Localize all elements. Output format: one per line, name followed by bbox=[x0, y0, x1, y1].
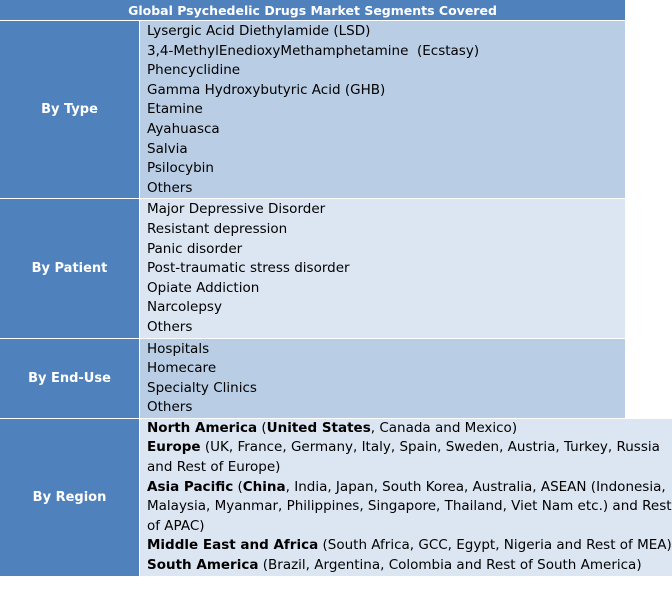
segment-item: Gamma Hydroxybutyric Acid (GHB) bbox=[147, 81, 386, 98]
segment-item: Psilocybin bbox=[147, 160, 214, 177]
segment-item: Lysergic Acid Diethylamide (LSD) bbox=[147, 23, 371, 39]
segment-item: Resistant depression bbox=[147, 220, 288, 237]
segment-item: Phencyclidine bbox=[147, 62, 241, 79]
segment-item: Opiate Addiction bbox=[147, 279, 260, 296]
segment-row-patient bbox=[0, 199, 625, 338]
region-line: Asia Pacific (China, India, Japan, South Korea, Australia, ASEAN (Indonesia, bbox=[147, 478, 666, 495]
region-line: North America (United States, Canada and Mexico) bbox=[147, 419, 518, 436]
region-line: Middle East and Africa (South Africa, GCC, Egypt, Nigeria and Rest of MEA) bbox=[147, 537, 672, 554]
segment-item: Etamine bbox=[147, 101, 203, 118]
segment-item: 3,4-MethylEnedioxyMethamphetamine (Ecstasy) bbox=[147, 42, 480, 59]
segment-row-region bbox=[0, 419, 672, 577]
segment-item: Homecare bbox=[147, 360, 217, 377]
segment-item: Major Depressive Disorder bbox=[147, 201, 326, 218]
segment-category: By End-Use bbox=[0, 339, 140, 418]
table-title: Global Psychedelic Drugs Market Segments Covered bbox=[0, 0, 625, 21]
segment-items bbox=[140, 339, 625, 418]
segment-category: By Patient bbox=[0, 199, 140, 337]
segment-item: Others bbox=[147, 399, 193, 416]
region-line: of APAC) bbox=[147, 517, 205, 534]
region-line: and Rest of Europe) bbox=[147, 459, 281, 476]
segment-item: Post-traumatic stress disorder bbox=[147, 260, 350, 277]
region-line: South America (Brazil, Argentina, Colombia and Rest of South America) bbox=[147, 557, 642, 574]
segment-item: Panic disorder bbox=[147, 240, 243, 257]
segment-items bbox=[140, 419, 672, 576]
segment-items bbox=[140, 199, 625, 337]
segment-category: By Type bbox=[0, 21, 140, 198]
segment-item: Specialty Clinics bbox=[147, 379, 257, 396]
region-line: Malaysia, Myanmar, Philippines, Singapore, Thailand, Viet Nam etc.) and Rest bbox=[147, 498, 672, 515]
segment-item: Others bbox=[147, 179, 193, 196]
segment-item: Hospitals bbox=[147, 340, 210, 357]
segment-row-end-use bbox=[0, 339, 625, 419]
segment-items bbox=[140, 21, 625, 198]
segment-row-type bbox=[0, 21, 625, 199]
segment-item: Others bbox=[147, 318, 193, 335]
segment-item: Salvia bbox=[147, 140, 188, 157]
region-line: Europe (UK, France, Germany, Italy, Spain, Sweden, Austria, Turkey, Russia bbox=[147, 439, 660, 456]
segment-item: Narcolepsy bbox=[147, 299, 222, 316]
segment-category: By Region bbox=[0, 419, 140, 576]
segment-item: Ayahuasca bbox=[147, 120, 220, 137]
